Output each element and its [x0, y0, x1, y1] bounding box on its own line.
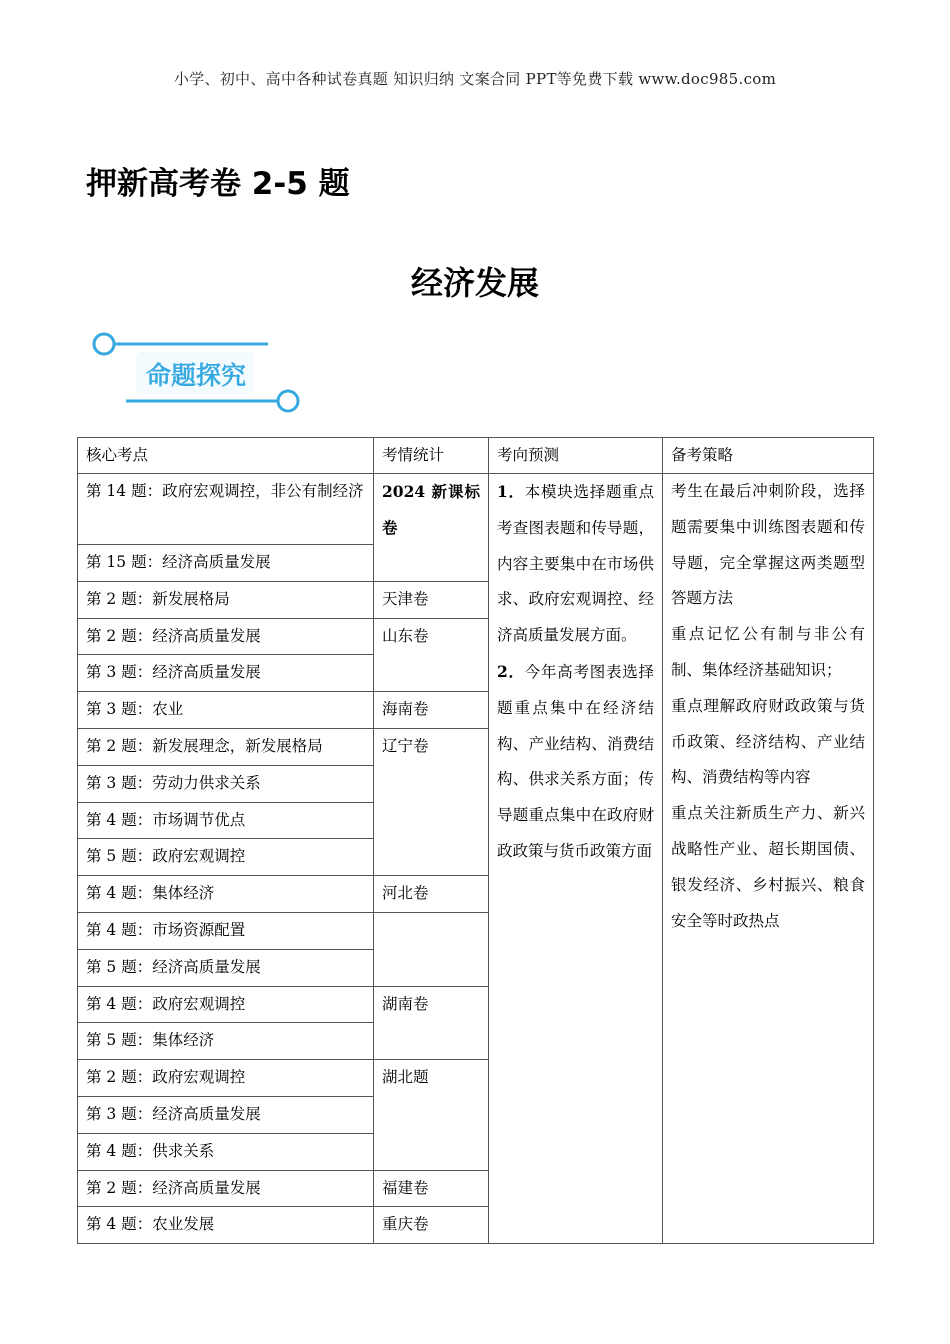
table-header-row — [78, 438, 874, 474]
header-core-points: 核心考点 — [78, 438, 374, 474]
core-point-cell: 第 5 题：经济高质量发展 — [78, 949, 374, 986]
core-point-cell: 第 4 题：市场资源配置 — [78, 912, 374, 949]
section-badge — [88, 326, 308, 418]
core-point-cell: 第 2 题：经济高质量发展 — [78, 1170, 374, 1207]
forecast-paragraph: 1．本模块选择题重点考查图表题和传导题，内容主要集中在市场供求、政府宏观调控、经济高质量发展方面。 — [497, 482, 654, 645]
page-subtitle: 经济发展 — [410, 264, 539, 302]
paper-cell: 2024 新课标卷 — [374, 474, 489, 582]
header-statistics: 考情统计 — [374, 438, 489, 474]
paper-cell — [374, 912, 489, 986]
paper-cell: 重庆卷 — [374, 1207, 489, 1244]
badge-circle-right-icon — [278, 391, 298, 411]
core-point-cell: 第 2 题：新发展理念，新发展格局 — [78, 728, 374, 765]
strategy-paragraph: 重点理解政府财政政策与货币政策、经济结构、产业结构、消费结构等内容 — [671, 696, 865, 787]
forecast-paragraph: 2．今年高考图表选择题重点集中在经济结构、产业结构、消费结构、供求关系方面；传导题重点集中在政府财政政策与货币政策方面 — [497, 661, 654, 860]
strategy-paragraph: 重点关注新质生产力、新兴战略性产业、超长期国债、银发经济、乡村振兴、粮食安全等时政热点 — [671, 804, 865, 930]
core-point-cell: 第 2 题：经济高质量发展 — [78, 618, 374, 655]
core-point-cell: 第 4 题：市场调节优点 — [78, 802, 374, 839]
paper-cell: 湖北题 — [374, 1060, 489, 1170]
strategy-paragraph: 考生在最后冲刺阶段，选择题需要集中训练图表题和传导题，完全掌握这两类题型答题方法 — [671, 482, 865, 608]
forecast-cell — [489, 474, 663, 1244]
core-point-cell: 第 4 题：农业发展 — [78, 1207, 374, 1244]
header-strategy: 备考策略 — [663, 438, 874, 474]
core-point-cell: 第 4 题：集体经济 — [78, 876, 374, 913]
core-point-cell: 第 14 题：政府宏观调控，非公有制经济 — [78, 474, 374, 545]
core-point-cell: 第 2 题：新发展格局 — [78, 581, 374, 618]
paper-cell: 福建卷 — [374, 1170, 489, 1207]
badge-label: 命题探究 — [145, 361, 247, 390]
strategy-paragraph: 重点记忆公有制与非公有制、集体经济基础知识； — [671, 625, 865, 679]
strategy-cell — [663, 474, 874, 1244]
core-point-cell: 第 2 题：政府宏观调控 — [78, 1060, 374, 1097]
core-point-cell: 第 15 题：经济高质量发展 — [78, 545, 374, 582]
site-header: 小学、初中、高中各种试卷真题 知识归纳 文案合同 PPT等免费下载 www.doc985.com — [173, 70, 777, 88]
core-point-cell: 第 3 题：农业 — [78, 692, 374, 729]
core-point-cell: 第 4 题：供求关系 — [78, 1133, 374, 1170]
paper-cell: 海南卷 — [374, 692, 489, 729]
badge-circle-left-icon — [94, 334, 114, 354]
core-point-cell: 第 5 题：集体经济 — [78, 1023, 374, 1060]
page-title: 押新高考卷 2-5 题 — [86, 166, 350, 202]
paper-cell: 湖南卷 — [374, 986, 489, 1060]
paper-cell: 辽宁卷 — [374, 728, 489, 875]
exam-analysis-table — [77, 437, 874, 1244]
core-point-cell: 第 3 题：经济高质量发展 — [78, 1096, 374, 1133]
core-point-cell: 第 4 题：政府宏观调控 — [78, 986, 374, 1023]
core-point-cell: 第 5 题：政府宏观调控 — [78, 839, 374, 876]
core-point-cell: 第 3 题：劳动力供求关系 — [78, 765, 374, 802]
paper-cell: 山东卷 — [374, 618, 489, 692]
table-row — [78, 474, 874, 545]
header-forecast: 考向预测 — [489, 438, 663, 474]
paper-cell: 河北卷 — [374, 876, 489, 913]
core-point-cell: 第 3 题：经济高质量发展 — [78, 655, 374, 692]
paper-cell: 天津卷 — [374, 581, 489, 618]
